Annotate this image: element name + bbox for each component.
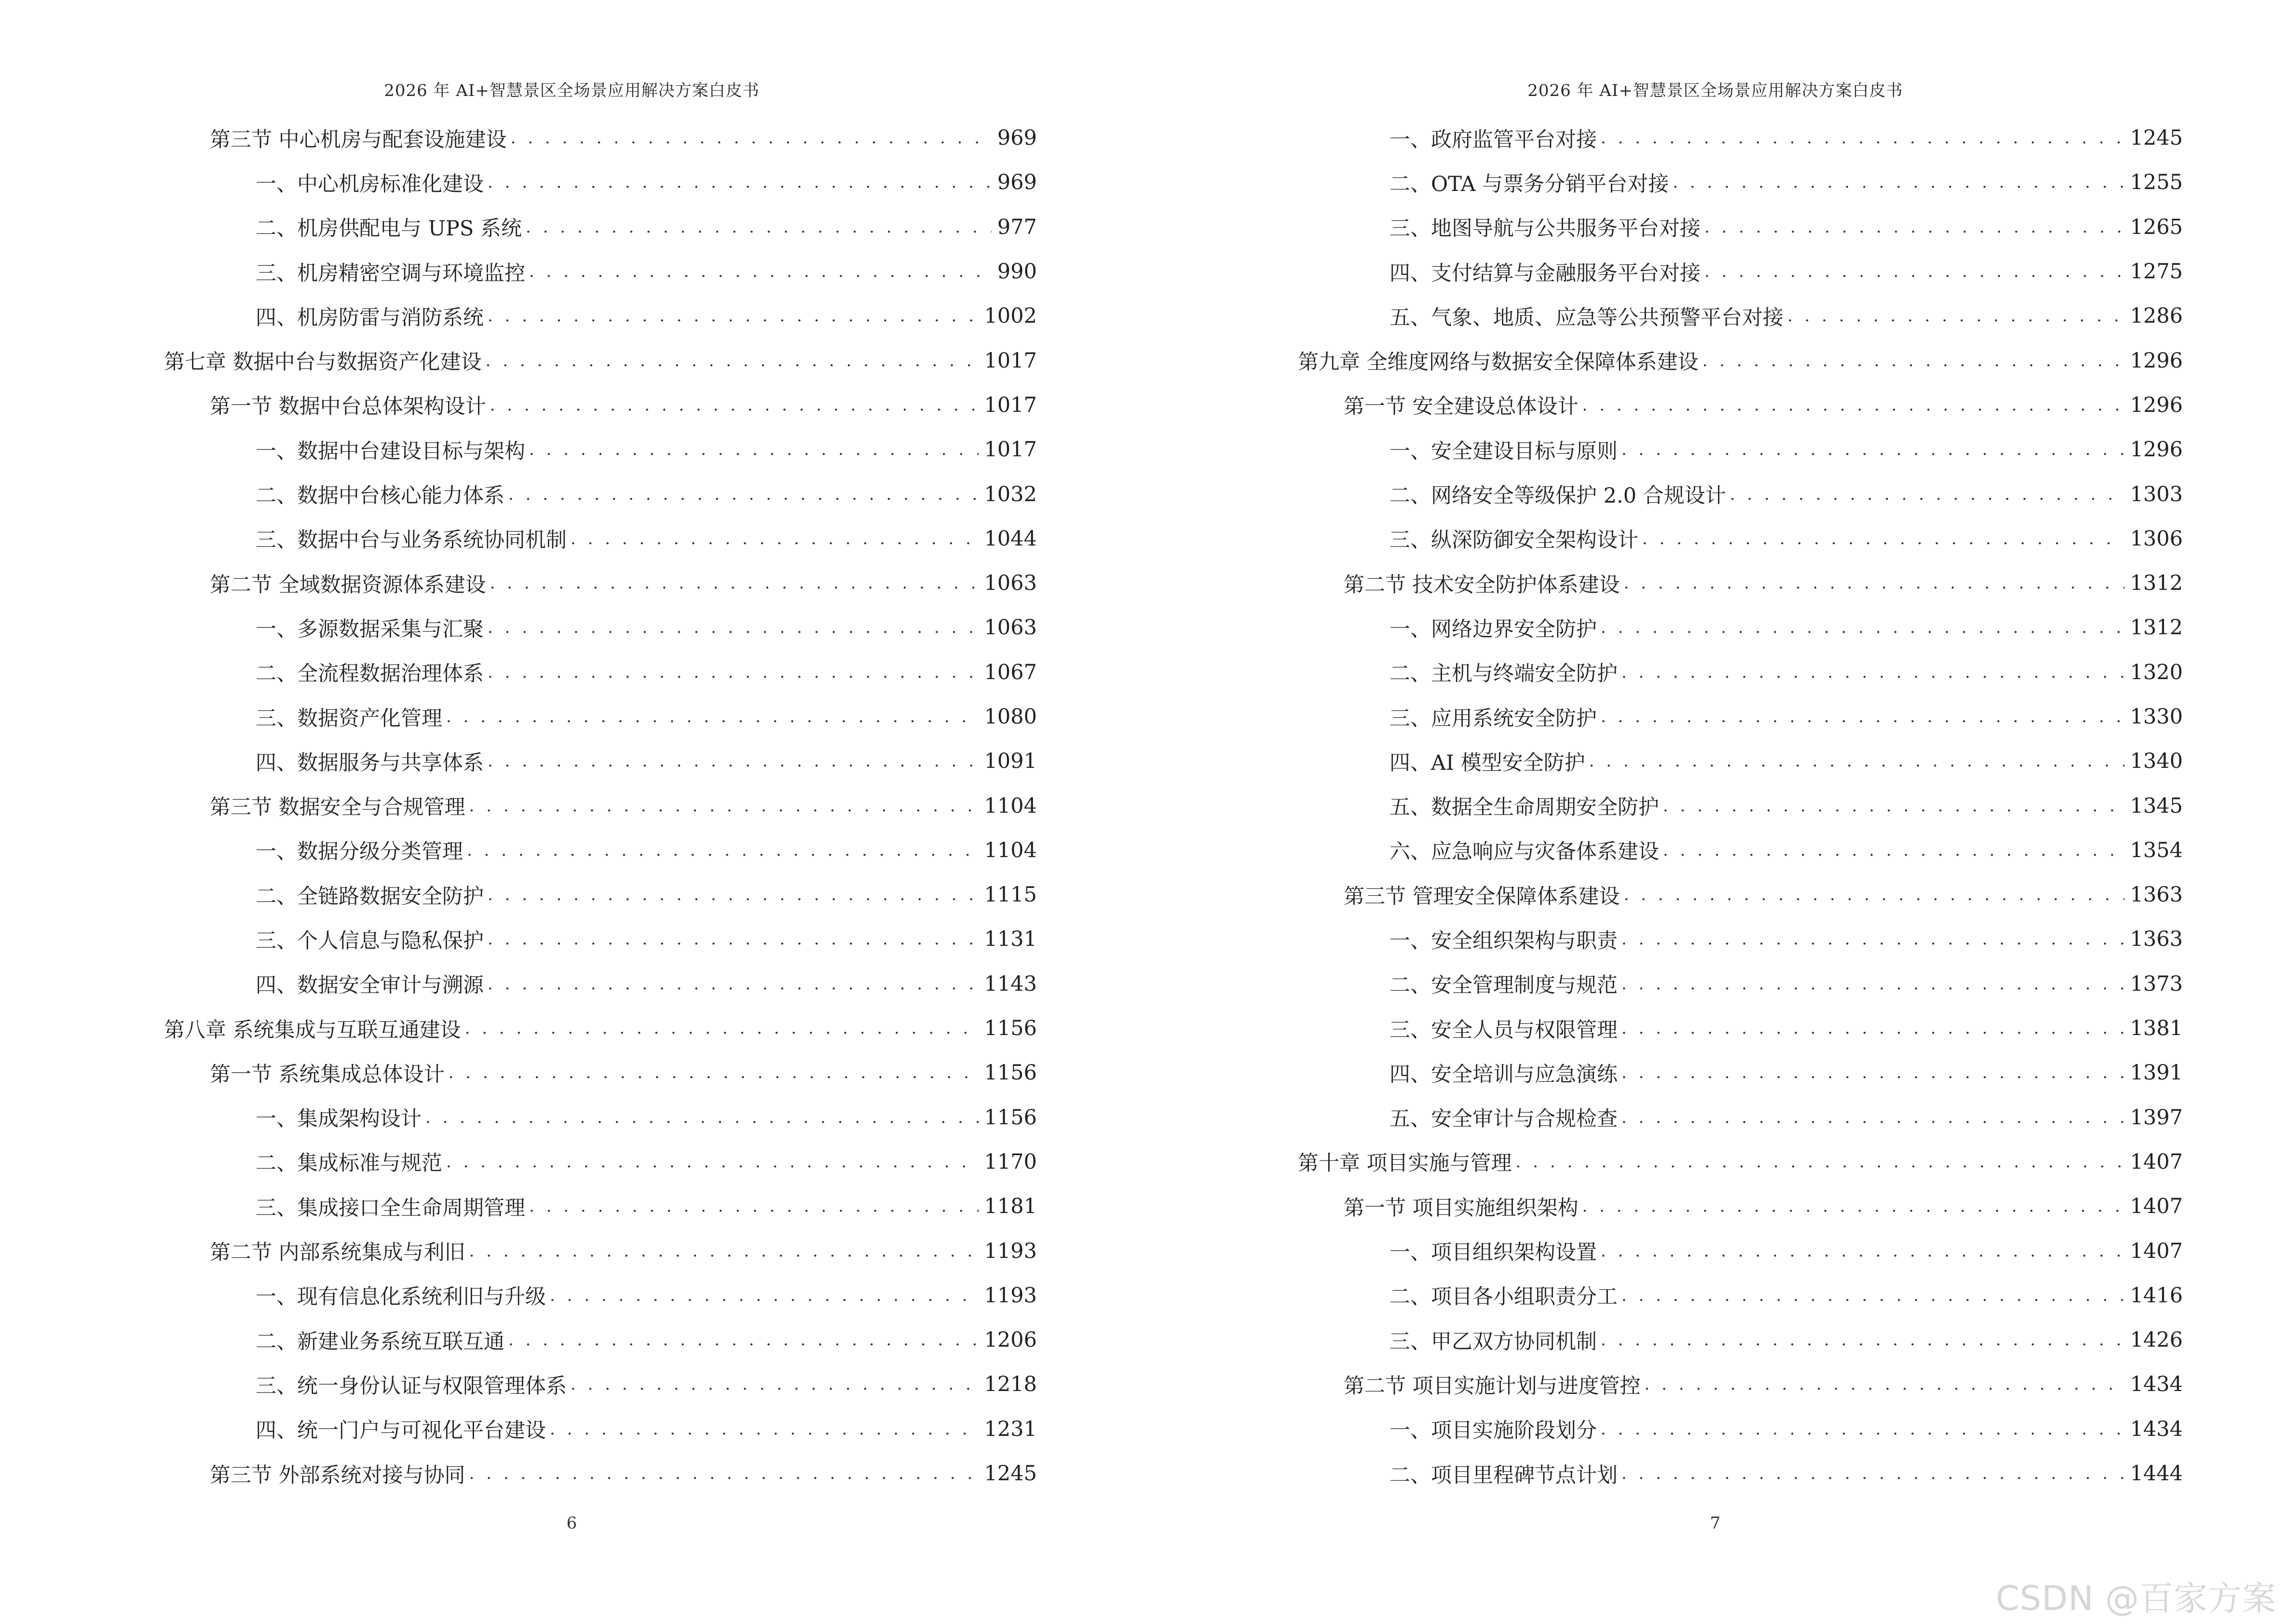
toc-entry-title: 一、项目组织架构设置 <box>1389 1241 1597 1265</box>
toc-entry-section[interactable] <box>1298 1184 2183 1228</box>
toc-entry-page-number: 1363 <box>2130 883 2183 907</box>
toc-entry-title: 第一节 系统集成总体设计 <box>210 1062 445 1087</box>
toc-entry-page-number: 1397 <box>2130 1105 2183 1130</box>
toc-entry-title: 第三节 外部系统对接与协同 <box>210 1463 465 1488</box>
dot-leader <box>1516 1154 2124 1170</box>
toc-entry-title: 三、个人信息与隐私保护 <box>256 928 484 953</box>
toc-entry-item[interactable] <box>1298 962 2183 1006</box>
dot-leader <box>1645 1376 2124 1392</box>
toc-entry-page-number: 1115 <box>984 883 1037 907</box>
toc-entry-page-number: 1017 <box>984 437 1037 462</box>
toc-entry-item[interactable] <box>164 962 1037 1006</box>
toc-entry-page-number: 1170 <box>984 1149 1037 1174</box>
toc-entry-page-number: 1080 <box>984 705 1037 729</box>
toc-entry-title: 第三节 管理安全保障体系建设 <box>1344 884 1620 909</box>
toc-entry-page-number: 1063 <box>984 571 1037 596</box>
toc-entry-item[interactable] <box>164 1140 1037 1184</box>
dot-leader <box>571 1376 979 1392</box>
toc-entry-section[interactable] <box>1298 561 2183 605</box>
toc-entry-title: 一、安全组织架构与职责 <box>1389 928 1618 953</box>
toc-entry-title: 一、多源数据采集与汇聚 <box>256 617 484 641</box>
toc-entry-page-number: 1104 <box>984 838 1037 862</box>
toc-entry-title: 第三节 中心机房与配套设施建设 <box>210 127 507 152</box>
dot-leader <box>550 1287 979 1304</box>
toc-entry-page-number: 1296 <box>2130 437 2183 462</box>
toc-entry-item[interactable] <box>1298 1273 2183 1318</box>
toc-entry-title: 二、机房供配电与 UPS 系统 <box>256 217 522 241</box>
toc-entry-title: 第十章 项目实施与管理 <box>1298 1151 1512 1176</box>
dot-leader <box>465 1020 979 1037</box>
dot-leader <box>1601 1332 2124 1348</box>
toc-entry-title: 一、安全建设目标与原则 <box>1389 439 1618 464</box>
toc-entry-page-number: 1381 <box>2130 1016 2183 1041</box>
dot-leader <box>488 976 979 992</box>
toc-entry-title: 三、集成接口全生命周期管理 <box>256 1196 525 1220</box>
toc-entry-page-number: 1296 <box>2130 393 2183 417</box>
toc-entry-title: 三、甲乙双方协同机制 <box>1389 1329 1597 1354</box>
toc-entry-title: 五、安全审计与合规检查 <box>1389 1107 1618 1132</box>
toc-entry-page-number: 990 <box>997 259 1037 284</box>
toc-entry-page-number: 1426 <box>2130 1328 2183 1352</box>
toc-entry-page-number: 1330 <box>2130 705 2183 729</box>
dot-leader <box>1621 1465 2124 1482</box>
page-right <box>1144 0 2287 1624</box>
toc-entry-page-number: 1032 <box>984 482 1037 506</box>
toc-entry-item[interactable] <box>1298 517 2183 561</box>
toc-entry-title: 第七章 数据中台与数据资产化建设 <box>164 350 482 375</box>
toc-entry-item[interactable] <box>164 739 1037 783</box>
dot-leader <box>449 1064 979 1081</box>
toc-entry-page-number: 1416 <box>2130 1283 2183 1308</box>
toc-entry-page-number: 1104 <box>984 793 1037 818</box>
toc-entry-title: 第八章 系统集成与互联互通建设 <box>164 1018 461 1042</box>
dot-leader <box>1589 753 2124 769</box>
toc-entry-title: 一、项目实施阶段划分 <box>1389 1419 1597 1443</box>
dot-leader <box>1582 1198 2124 1215</box>
toc-entry-page-number: 1354 <box>2130 838 2183 862</box>
page-number: 6 <box>566 1514 577 1533</box>
dot-leader <box>1787 308 2124 324</box>
toc-entry-page-number: 1193 <box>984 1239 1037 1263</box>
dot-leader <box>488 619 979 636</box>
toc-entry-page-number: 1017 <box>984 393 1037 417</box>
toc-entry-page-number: 1156 <box>984 1105 1037 1130</box>
toc-entry-title: 第一节 数据中台总体架构设计 <box>210 395 486 419</box>
toc-entry-chapter[interactable] <box>164 1006 1037 1051</box>
toc-entry-title: 第二节 全域数据资源体系建设 <box>210 573 486 597</box>
toc-entry-page-number: 1206 <box>984 1328 1037 1352</box>
toc-entry-section[interactable] <box>164 116 1037 160</box>
toc-entry-page-number: 1312 <box>2130 571 2183 596</box>
dot-leader <box>1704 219 2124 235</box>
dot-leader <box>469 1465 979 1482</box>
dot-leader <box>486 353 979 369</box>
toc-entry-title: 五、数据全生命周期安全防护 <box>1389 795 1659 820</box>
toc-entry-section[interactable] <box>164 1051 1037 1095</box>
toc-entry-item[interactable] <box>1298 783 2183 828</box>
toc-entry-page-number: 1391 <box>2130 1061 2183 1085</box>
toc-entry-page-number: 969 <box>997 126 1037 150</box>
toc-entry-item[interactable] <box>1298 1318 2183 1362</box>
toc-entry-title: 四、AI 模型安全防护 <box>1389 751 1585 775</box>
toc-entry-title: 第二节 内部系统集成与利旧 <box>210 1241 465 1265</box>
toc-entry-page-number: 1181 <box>984 1194 1037 1219</box>
dot-leader <box>1663 842 2124 859</box>
toc-entry-page-number: 1255 <box>2130 170 2183 195</box>
toc-entry-page-number: 1218 <box>984 1372 1037 1397</box>
toc-entry-item[interactable] <box>1298 1095 2183 1140</box>
dot-leader <box>1601 130 2124 146</box>
toc-entry-title: 二、项目各小组职责分工 <box>1389 1285 1618 1310</box>
toc-entry-title: 四、数据安全审计与溯源 <box>256 973 484 998</box>
toc-entry-page-number: 977 <box>997 215 1037 239</box>
toc-entry-item[interactable] <box>1298 917 2183 961</box>
toc-entry-page-number: 1363 <box>2130 927 2183 952</box>
toc-entry-page-number: 1303 <box>2130 482 2183 506</box>
toc-entry-page-number: 1131 <box>984 927 1037 952</box>
toc-entry-title: 二、主机与终端安全防护 <box>1389 662 1618 686</box>
toc-entry-page-number: 1340 <box>2130 749 2183 774</box>
toc-entry-item[interactable] <box>164 1407 1037 1451</box>
toc-entry-item[interactable] <box>164 427 1037 472</box>
page-number: 7 <box>1710 1514 1721 1533</box>
toc-entry-page-number: 1017 <box>984 348 1037 373</box>
toc-entry-item[interactable] <box>164 873 1037 917</box>
dot-leader <box>1621 441 2124 458</box>
toc-entry-item[interactable] <box>1298 828 2183 873</box>
toc-entry-page-number: 1407 <box>2130 1194 2183 1219</box>
toc-entry-item[interactable] <box>1298 205 2183 249</box>
toc-entry-item[interactable] <box>1298 1451 2183 1496</box>
toc-entry-page-number: 1063 <box>984 615 1037 640</box>
dot-leader <box>488 174 992 191</box>
dot-leader <box>1663 798 2124 814</box>
dot-leader <box>467 842 979 859</box>
toc-entry-item[interactable] <box>1298 1051 2183 1095</box>
dot-leader <box>1601 619 2124 636</box>
toc-entry-item[interactable] <box>164 160 1037 205</box>
toc-entry-title: 三、数据资产化管理 <box>256 706 442 731</box>
toc-entry-chapter[interactable] <box>1298 338 2183 382</box>
toc-entry-item[interactable] <box>164 205 1037 249</box>
toc-entry-title: 第二节 技术安全防护体系建设 <box>1344 573 1620 597</box>
toc-entry-page-number: 1231 <box>984 1417 1037 1441</box>
toc-entry-page-number: 1265 <box>2130 215 2183 239</box>
toc-entry-item[interactable] <box>164 1273 1037 1318</box>
dot-leader <box>1621 1109 2124 1126</box>
dot-leader <box>1730 486 2124 503</box>
toc-entry-item[interactable] <box>164 249 1037 294</box>
dot-leader <box>529 1198 979 1215</box>
toc-entry-item[interactable] <box>1298 695 2183 739</box>
toc-entry-page-number: 1002 <box>984 304 1037 328</box>
toc-entry-item[interactable] <box>164 294 1037 338</box>
toc-entry-page-number: 1143 <box>984 971 1037 996</box>
toc-entry-page-number: 1407 <box>2130 1149 2183 1174</box>
dot-leader <box>446 1154 979 1170</box>
toc-entry-title: 三、地图导航与公共服务平台对接 <box>1389 217 1701 241</box>
toc-entry-title: 一、集成架构设计 <box>256 1107 422 1132</box>
dot-leader <box>488 931 979 947</box>
toc-entry-title: 四、机房防雷与消防系统 <box>256 305 484 330</box>
toc-entry-page-number: 1407 <box>2130 1239 2183 1263</box>
toc-entry-section[interactable] <box>164 383 1037 427</box>
toc-entry-title: 二、新建业务系统互联互通 <box>256 1329 504 1354</box>
dot-leader <box>1621 1064 2124 1081</box>
dot-leader <box>1673 174 2124 191</box>
toc-list <box>164 116 1037 1496</box>
toc-entry-page-number: 1306 <box>2130 526 2183 551</box>
dot-leader <box>1621 664 2124 681</box>
toc-entry-section[interactable] <box>164 783 1037 828</box>
toc-entry-page-number: 1245 <box>984 1461 1037 1486</box>
toc-entry-item[interactable] <box>1298 605 2183 650</box>
toc-entry-title: 四、支付结算与金融服务平台对接 <box>1389 261 1701 286</box>
toc-entry-page-number: 1345 <box>2130 793 2183 818</box>
running-head: 2026 年 AI+智慧景区全场景应用解决方案白皮书 <box>1527 81 1903 100</box>
toc-entry-title: 一、数据中台建设目标与架构 <box>256 439 525 464</box>
toc-entry-title: 二、OTA 与票务分销平台对接 <box>1389 172 1669 196</box>
toc-entry-title: 二、集成标准与规范 <box>256 1151 442 1176</box>
dot-leader <box>488 308 979 324</box>
toc-entry-section[interactable] <box>1298 873 2183 917</box>
watermark: CSDN @百家方案 <box>1996 1579 2276 1618</box>
dot-leader <box>508 1332 979 1348</box>
toc-entry-section[interactable] <box>164 1451 1037 1496</box>
dot-leader <box>488 664 979 681</box>
toc-entry-title: 一、政府监管平台对接 <box>1389 127 1597 152</box>
toc-entry-page-number: 1156 <box>984 1016 1037 1041</box>
toc-entry-page-number: 1275 <box>2130 259 2183 284</box>
toc-entry-item[interactable] <box>1298 1006 2183 1051</box>
toc-entry-page-number: 1373 <box>2130 971 2183 996</box>
dot-leader <box>529 441 979 458</box>
toc-entry-page-number: 1245 <box>2130 126 2183 150</box>
toc-entry-item[interactable] <box>164 917 1037 961</box>
toc-entry-item[interactable] <box>1298 249 2183 294</box>
toc-entry-chapter[interactable] <box>164 338 1037 382</box>
toc-entry-item[interactable] <box>164 517 1037 561</box>
toc-entry-item[interactable] <box>164 472 1037 516</box>
dot-leader <box>1621 1287 2124 1304</box>
toc-entry-item[interactable] <box>164 1095 1037 1140</box>
toc-entry-title: 二、安全管理制度与规范 <box>1389 973 1618 998</box>
dot-leader <box>1601 709 2124 725</box>
toc-entry-item[interactable] <box>1298 427 2183 472</box>
dot-leader <box>1582 397 2124 413</box>
dot-leader <box>1642 531 2124 547</box>
toc-entry-title: 第一节 安全建设总体设计 <box>1344 395 1579 419</box>
toc-entry-item[interactable] <box>1298 116 2183 160</box>
toc-entry-item[interactable] <box>164 1184 1037 1228</box>
dot-leader <box>1621 1020 2124 1037</box>
dot-leader <box>1601 1421 2124 1437</box>
toc-entry-page-number: 1444 <box>2130 1461 2183 1486</box>
toc-entry-page-number: 1067 <box>984 660 1037 684</box>
toc-entry-item[interactable] <box>1298 294 2183 338</box>
dot-leader <box>511 130 992 146</box>
toc-entry-section[interactable] <box>164 1228 1037 1273</box>
dot-leader <box>1704 263 2124 280</box>
toc-entry-page-number: 1091 <box>984 749 1037 774</box>
dot-leader <box>469 798 979 814</box>
toc-entry-title: 第三节 数据安全与合规管理 <box>210 795 465 820</box>
dot-leader <box>446 709 979 725</box>
toc-entry-item[interactable] <box>164 650 1037 695</box>
dot-leader <box>490 397 979 413</box>
toc-entry-item[interactable] <box>1298 1228 2183 1273</box>
dot-leader <box>488 753 979 769</box>
toc-entry-item[interactable] <box>1298 472 2183 516</box>
dot-leader <box>488 887 979 903</box>
toc-entry-page-number: 1296 <box>2130 348 2183 373</box>
toc-entry-item[interactable] <box>1298 1407 2183 1451</box>
toc-entry-title: 四、统一门户与可视化平台建设 <box>256 1419 546 1443</box>
toc-entry-page-number: 1156 <box>984 1061 1037 1085</box>
toc-entry-item[interactable] <box>164 695 1037 739</box>
toc-entry-title: 四、安全培训与应急演练 <box>1389 1062 1618 1087</box>
toc-entry-page-number: 1312 <box>2130 615 2183 640</box>
dot-leader <box>1601 1243 2124 1259</box>
toc-entry-item[interactable] <box>1298 650 2183 695</box>
dot-leader <box>529 263 992 280</box>
toc-entry-title: 三、机房精密空调与环境监控 <box>256 261 525 286</box>
toc-entry-page-number: 1193 <box>984 1283 1037 1308</box>
dot-leader <box>425 1109 979 1126</box>
toc-entry-title: 三、应用系统安全防护 <box>1389 706 1597 731</box>
toc-entry-title: 三、统一身份认证与权限管理体系 <box>256 1374 567 1398</box>
dot-leader <box>508 486 979 503</box>
toc-entry-page-number: 1434 <box>2130 1417 2183 1441</box>
toc-entry-title: 一、数据分级分类管理 <box>256 840 463 864</box>
toc-entry-page-number: 1044 <box>984 526 1037 551</box>
dot-leader <box>1702 353 2124 369</box>
toc-entry-section[interactable] <box>1298 1362 2183 1406</box>
toc-entry-title: 五、气象、地质、应急等公共预警平台对接 <box>1389 305 1783 330</box>
running-head: 2026 年 AI+智慧景区全场景应用解决方案白皮书 <box>384 81 760 100</box>
toc-entry-title: 四、数据服务与共享体系 <box>256 751 484 775</box>
dot-leader <box>1621 931 2124 947</box>
toc-entry-title: 第九章 全维度网络与数据安全保障体系建设 <box>1298 350 1699 375</box>
toc-entry-item[interactable] <box>164 1362 1037 1406</box>
toc-entry-title: 一、现有信息化系统利旧与升级 <box>256 1285 546 1310</box>
dot-leader <box>1624 575 2124 591</box>
dot-leader <box>550 1421 979 1437</box>
dot-leader <box>571 531 979 547</box>
toc-entry-title: 二、全链路数据安全防护 <box>256 884 484 909</box>
toc-entry-section[interactable] <box>164 561 1037 605</box>
dot-leader <box>526 219 992 235</box>
toc-entry-item[interactable] <box>1298 160 2183 205</box>
toc-entry-title: 三、数据中台与业务系统协同机制 <box>256 528 567 553</box>
toc-entry-title: 二、网络安全等级保护 2.0 合规设计 <box>1389 484 1726 508</box>
toc-entry-title: 二、全流程数据治理体系 <box>256 662 484 686</box>
toc-entry-title: 二、数据中台核心能力体系 <box>256 484 504 508</box>
dot-leader <box>490 575 979 591</box>
toc-entry-page-number: 1320 <box>2130 660 2183 684</box>
toc-entry-title: 三、纵深防御安全架构设计 <box>1389 528 1638 553</box>
toc-entry-page-number: 1286 <box>2130 304 2183 328</box>
toc-entry-title: 一、网络边界安全防护 <box>1389 617 1597 641</box>
dot-leader <box>1621 976 2124 992</box>
toc-entry-page-number: 969 <box>997 170 1037 195</box>
toc-entry-title: 第二节 项目实施计划与进度管控 <box>1344 1374 1641 1398</box>
toc-entry-chapter[interactable] <box>1298 1140 2183 1184</box>
toc-entry-item[interactable] <box>164 828 1037 873</box>
toc-entry-item[interactable] <box>164 1318 1037 1362</box>
toc-entry-page-number: 1434 <box>2130 1372 2183 1397</box>
toc-entry-title: 三、安全人员与权限管理 <box>1389 1018 1618 1042</box>
toc-entry-section[interactable] <box>1298 383 2183 427</box>
toc-entry-item[interactable] <box>1298 739 2183 783</box>
toc-entry-title: 六、应急响应与灾备体系建设 <box>1389 840 1659 864</box>
toc-entry-title: 二、项目里程碑节点计划 <box>1389 1463 1618 1488</box>
dot-leader <box>469 1243 979 1259</box>
toc-list <box>1298 116 2183 1496</box>
toc-entry-title: 一、中心机房标准化建设 <box>256 172 484 196</box>
toc-entry-title: 第一节 项目实施组织架构 <box>1344 1196 1579 1220</box>
toc-entry-item[interactable] <box>164 605 1037 650</box>
dot-leader <box>1624 887 2124 903</box>
